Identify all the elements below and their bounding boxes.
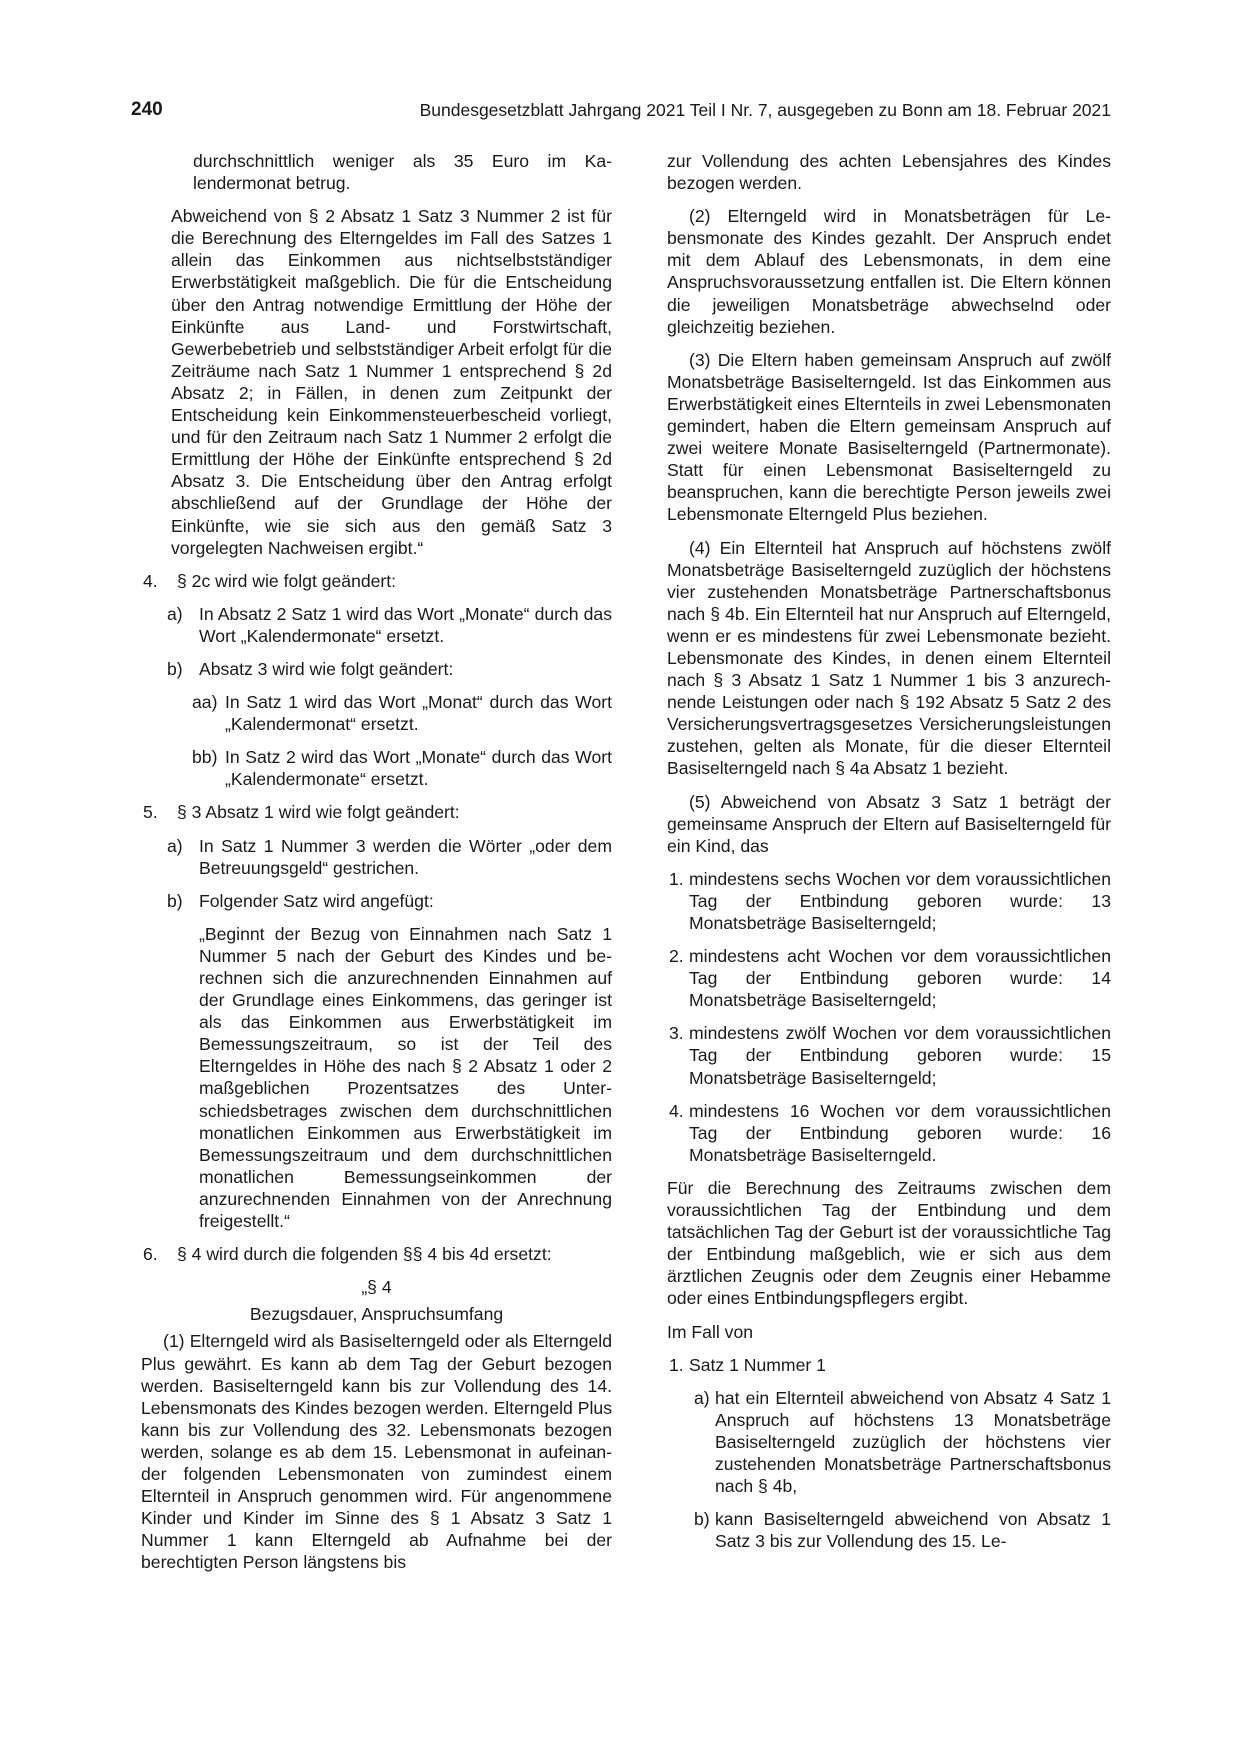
list-item-5b [141, 890, 612, 912]
list-text: Folgender Satz wird angefügt: [199, 890, 434, 911]
right-continuation: zur Vollendung des achten Lebensjahres des Kindes bezogen werden. [667, 151, 1111, 194]
list-marker: a) [694, 1387, 710, 1408]
list-text: § 2c wird wie folgt geändert: [177, 570, 397, 591]
list-marker: 6. [143, 1244, 158, 1265]
list-text: mindestens zwölf Wochen vor dem voraussichtlichen Tag der Entbindung geboren wurde: 15 Monatsbeträge Basiselterngeld; [689, 1023, 1111, 1088]
list-item-4b [141, 658, 612, 680]
list-item-4a [141, 603, 612, 647]
list-marker: bb) [192, 747, 218, 768]
inserted-sentence-quote: „Beginnt der Bezug von Einnahmen nach Satz 1 Nummer 5 nach der Geburt des Kindes und berechnen sich die anzurechnenden Einnahmen auf der Grundlage eines Einkommens, das geringer ist als das Einkommen aus Erwerbstätigkeit im Bemessungszeitraum, so ist der Teil des Elterngeldes in Höhe des nach § 2 Absatz 1 oder 2 maßgeblichen Prozentsatzes des Unterschiedsbetrages zwischen dem durchschnittlichen monatlichen Einkommen aus Erwerbstätigkeit im Bemessungszeitraum und dem durchschnittlichen monatlichen Bemessungseinkommen der anzurechnenden Einnahmen von der Anrechnung freigestellt.“ [199, 923, 612, 1232]
section-title: Bezugsdauer, Anspruchsumfang [249, 1304, 504, 1325]
list-text: In Satz 2 wird das Wort „Monate“ durch das Wort „Kalendermonate“ ersetzt. [225, 747, 612, 790]
case-item-1b [667, 1508, 1111, 1552]
list-marker: 1. [669, 868, 684, 889]
list-item-6 [141, 1243, 612, 1265]
paragraph-1: (1) Elterngeld wird als Basiselterngeld oder als Elterngeld Plus gewährt. Es kann ab dem Tag der Geburt bezogen werden. Basiselterngeld kann bis zur Vollendung des 14. Lebensmonats des Kindes bezogen werden. Elterngeld Plus kann bis zur Vollendung des 32. Lebensmonats bezogen werden, solange es ab dem 15. Lebensmonat in aufeinander folgenden Lebensmonaten von zumindest einem Elternteil in Anspruch genommen wird. Für angenommene Kinder und Kinder im Sinne des § 1 Absatz 3 Satz 1 Nummer 1 kann Elterngeld ab Aufnahme bei der berechtigten Person längstens bis [141, 1331, 612, 1573]
list-marker: 5. [143, 802, 158, 823]
right-column [667, 150, 1111, 1563]
list-text: § 3 Absatz 1 wird wie folgt geändert: [177, 802, 460, 823]
case-item-1 [667, 1354, 1111, 1376]
list-item-5 [141, 801, 612, 823]
list-text: Satz 1 Nummer 1 [689, 1354, 826, 1375]
list-item [667, 945, 1111, 1011]
list-item-4b-aa [141, 691, 612, 735]
paragraph-2: (2) Elterngeld wird in Monatsbeträgen für Lebensmonate des Kindes gezahlt. Der Anspruch endet mit dem Ablauf des Lebensmonats, in dem eine Anspruchsvoraussetzung entfallen ist. Die Eltern können die jeweiligen Monatsbeträge abwechselnd oder gleichzeitig beziehen. [667, 206, 1111, 337]
left-continuation: durchschnittlich weniger als 35 Euro im Kalendermonat betrug. [193, 151, 612, 194]
list-marker: b) [167, 890, 183, 911]
list-marker: b) [167, 658, 183, 679]
list-item [667, 1022, 1111, 1088]
page-header [131, 99, 1111, 129]
list-marker: a) [167, 835, 183, 856]
left-column [141, 150, 612, 1584]
list-marker: 1. [669, 1354, 684, 1375]
list-marker: 4. [143, 570, 158, 591]
list-text: § 4 wird durch die folgenden §§ 4 bis 4d ersetzt: [177, 1244, 552, 1265]
paragraph-4: (4) Ein Elternteil hat Anspruch auf höchstens zwölf Monatsbeträge Basiselterngeld zuzüglich der höchstens vier zustehenden Monatsbeträge Partnerschaftsbonus nach § 4b. Ein Elternteil hat nur Anspruch auf Elterngeld, wenn er es mindestens für zwei Lebensmonate bezieht. Lebensmonate des Kindes, in denen einem Elternteil nach § 3 Absatz 1 Satz 1 Nummer 1 bis 3 anzurechnende Leistungen oder nach § 192 Absatz 5 Satz 2 des Versicherungsvertragsgesetzes Versicherungsleistungen zustehen, gelten als Monate, für die dieser Elternteil Basiselterngeld nach § 4a Absatz 1 bezieht. [667, 537, 1111, 779]
list-marker: 3. [669, 1023, 684, 1044]
im-fall-von: Im Fall von [667, 1321, 754, 1342]
list-marker: a) [167, 603, 183, 624]
case-item-1a [667, 1387, 1111, 1497]
list-text: In Satz 1 wird das Wort „Monat“ durch das Wort „Kalendermonat“ ersetzt. [225, 692, 612, 735]
list-text: In Satz 1 Nummer 3 werden die Wörter „oder dem Betreuungsgeld“ gestrichen. [199, 835, 612, 878]
paragraph-3: (3) Die Eltern haben gemeinsam Anspruch auf zwölf Monatsbeträge Basiselterngeld. Ist das Einkommen aus Erwerbstätigkeit eines Elternteils in zwei Lebensmonaten gemindert, haben die Eltern gemeinsam Anspruch auf zwei weitere Monate Basiselterngeld (Partnermonate). Statt für einen Lebensmonat Basiselterngeld zu beanspruchen, kann die berechtigte Person jeweils zwei Lebensmonate Elterngeld Plus beziehen. [667, 349, 1111, 525]
list-text: mindestens 16 Wochen vor dem voraussichtlichen Tag der Entbindung geboren wurde: 16 Monatsbeträge Basiselterngeld. [689, 1100, 1111, 1165]
page-number: 240 [131, 99, 163, 120]
paragraph-5: (5) Abweichend von Absatz 3 Satz 1 beträgt der gemeinsame Anspruch der Eltern auf Basiselterngeld für ein Kind, das [667, 791, 1111, 856]
left-quote-paragraph: Abweichend von § 2 Absatz 1 Satz 3 Nummer 2 ist für die Berechnung des Elterngeldes im Fall des Satzes 1 allein das Einkommen aus nichtselbstständiger Erwerbstätigkeit maßgeblich. Die für die Entscheidung über den Antrag notwendige Ermittlung der Höhe der Einkünfte aus Land- und Forstwirtschaft, Gewerbebetrieb und selbstständiger Arbeit erfolgt für die Zeiträume nach Satz 1 Nummer 1 entsprechend § 2d Absatz 2; in Fällen, in denen zum Zeitpunkt der Entscheidung kein Einkommensteuerbescheid vorliegt, und für den Zeitraum nach Satz 1 Nummer 2 erfolgt die Ermittlung der Höhe der Einkünfte entsprechend § 2d Absatz 3. Die Entscheidung über den Antrag erfolgt abschließend auf der Grundlage der Höhe der Einkünfte, wie sie sich aus den gemäß Satz 3 vorgelegten Nachweisen ergibt.“ [171, 206, 612, 558]
list-item [667, 868, 1111, 934]
list-item-5a [141, 835, 612, 879]
calculation-paragraph: Für die Berechnung des Zeitraums zwischen dem voraussichtlichen Tag der Entbindung und dem tatsächlichen Tag der Geburt ist der voraussichtliche Tag der Entbindung maßgeblich, wie er sich aus dem ärztlichen Zeugnis oder dem Zeugnis einer Hebamme oder eines Entbindungspflegers ergibt. [667, 1177, 1111, 1309]
list-text: In Absatz 2 Satz 1 wird das Wort „Monate“ durch das Wort „Kalendermonate“ ersetzt. [199, 603, 612, 646]
list-text: Absatz 3 wird wie folgt geändert: [199, 658, 454, 679]
list-item-4b-bb [141, 746, 612, 790]
list-item [667, 1100, 1111, 1166]
list-text: hat ein Elternteil abweichend von Absatz 4 Satz 1 Anspruch auf höchstens 13 Monatsbeträge Basiselterngeld zuzüglich der höchstens vier zustehenden Monatsbeträge Partnerschaftsbonus nach § 4b, [715, 1387, 1111, 1497]
list-marker: b) [694, 1509, 710, 1530]
running-title: Bundesgesetzblatt Jahrgang 2021 Teil I Nr. 7, ausgegeben zu Bonn am 18. Februar 2021 [419, 100, 1111, 120]
list-text: mindestens acht Wochen vor dem voraussichtlichen Tag der Entbindung geboren wurde: 14 Monatsbeträge Basiselterngeld; [689, 946, 1111, 1011]
list-text: mindestens sechs Wochen vor dem voraussichtlichen Tag der Entbindung geboren wurde: 13 Monatsbeträge Basiselterngeld; [689, 868, 1111, 933]
list-text: kann Basiselterngeld abweichend von Absatz 1 Satz 3 bis zur Vollendung des 15. Le- [715, 1509, 1111, 1552]
list-marker: 4. [669, 1100, 684, 1121]
section-heading: „§ 4 [361, 1277, 392, 1298]
list-marker: aa) [192, 692, 218, 713]
list-marker: 2. [669, 946, 684, 967]
list-item-4 [141, 570, 612, 592]
